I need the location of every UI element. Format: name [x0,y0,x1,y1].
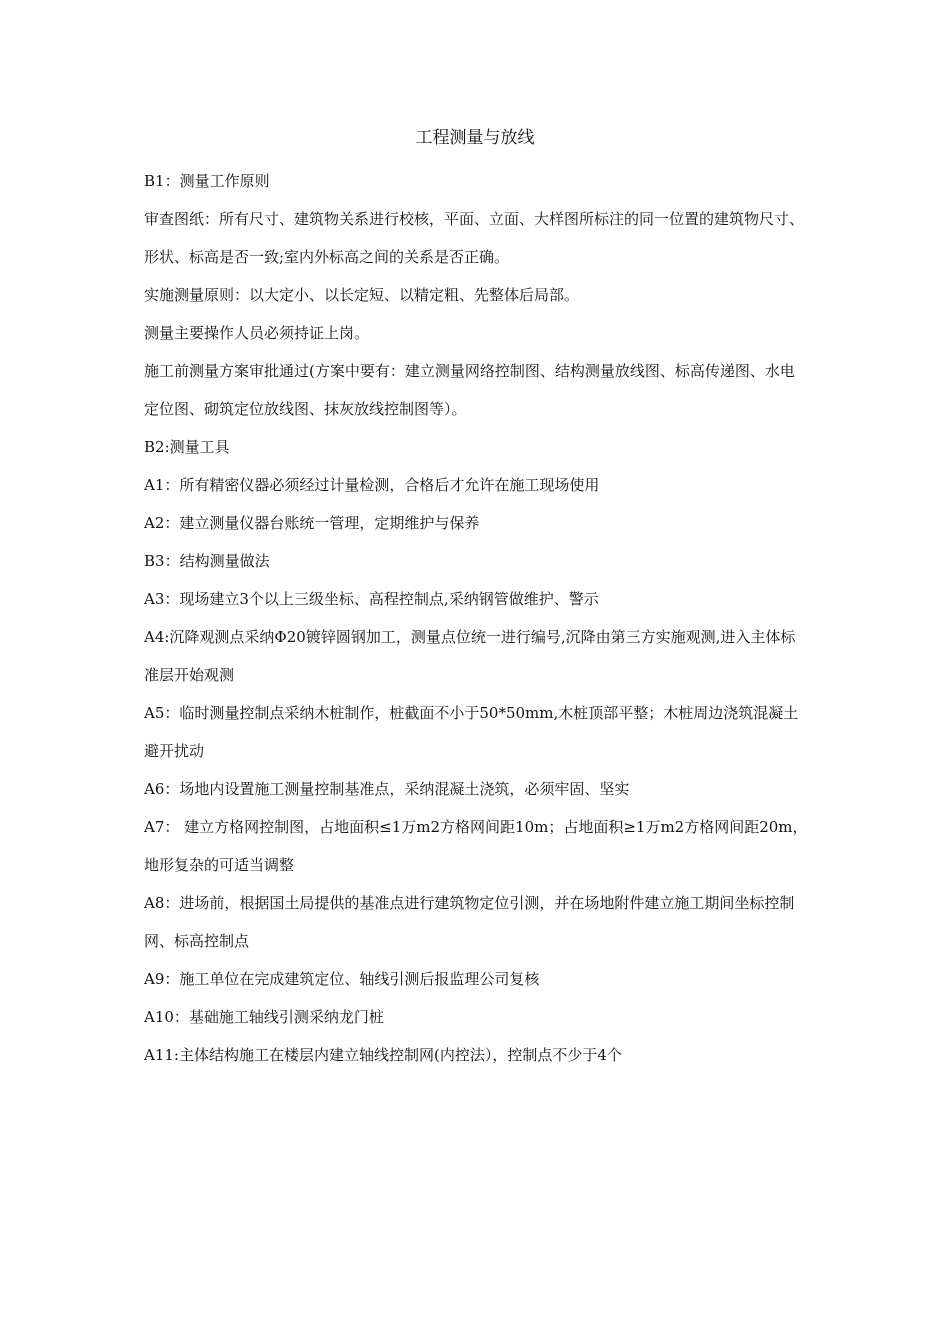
list-item-a4: A4:沉降观测点采纳Φ20镀锌圆钢加工，测量点位统一进行编号,沉降由第三方实施观测,进入主体标准层开始观测 [144,628,796,684]
document-body [144,162,808,1074]
paragraph-review-drawings: 审查图纸：所有尺寸、建筑物关系进行校核，平面、立面、大样图所标注的同一位置的建筑物尺寸、形状、标高是否一致;室内外标高之间的关系是否正确。 [144,210,805,266]
document-title: 工程测量与放线 [415,128,535,148]
list-item-a3: A3：现场建立3个以上三级坐标、高程控制点,采纳钢管做维护、警示 [144,590,599,608]
section-heading-b2: B2:测量工具 [144,438,230,456]
list-item-a8: A8：进场前，根据国土局提供的基准点进行建筑物定位引测，并在场地附件建立施工期间坐标控制网、标高控制点 [144,894,795,950]
list-item-a1: A1：所有精密仪器必须经过计量检测，合格后才允许在施工现场使用 [144,476,600,494]
paragraph-survey-plan: 施工前测量方案审批通过(方案中要有：建立测量网络控制图、结构测量放线图、标高传递图、水电定位图、砌筑定位放线图、抹灰放线控制图等）。 [144,362,795,418]
list-item-a2: A2：建立测量仪器台账统一管理，定期维护与保养 [144,514,480,532]
list-item-a7: A7： 建立方格网控制图，占地面积≤1万m2方格网间距10m；占地面积≥1万m2方格网间距20m，地形复杂的可适当调整 [144,818,808,874]
list-item-a6: A6：场地内设置施工测量控制基准点，采纳混凝土浇筑，必须牢固、坚实 [144,780,630,798]
list-item-a9: A9：施工单位在完成建筑定位、轴线引测后报监理公司复核 [144,970,540,988]
paragraph-certified-staff: 测量主要操作人员必须持证上岗。 [144,324,370,342]
paragraph-survey-principle: 实施测量原则：以大定小、以长定短、以精定粗、先整体后局部。 [144,286,580,304]
section-heading-b1: B1：测量工作原则 [144,172,270,190]
list-item-a5: A5：临时测量控制点采纳木桩制作，桩截面不小于50*50mm,木桩顶部平整；木桩周边浇筑混凝土避开扰动 [144,704,799,760]
list-item-a11: A11:主体结构施工在楼层内建立轴线控制网(内控法），控制点不少于4个 [144,1046,622,1064]
list-item-a10: A10：基础施工轴线引测采纳龙门桩 [144,1008,384,1026]
section-heading-b3: B3：结构测量做法 [144,552,270,570]
